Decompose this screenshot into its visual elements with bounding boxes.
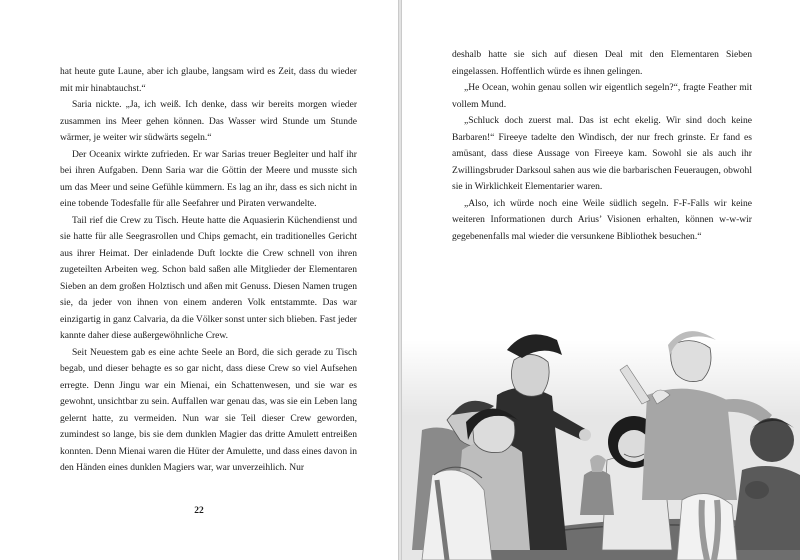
paragraph: Der Oceanix wirkte zufrieden. Er war Sarias treuer Begleiter und half ihr bei ihren Aufgaben. Denn Saria war die Göttin der Meere und musste sich um das Meer und seine Gefühle kümmern. Es lag an ihr, dass es sich nicht in eine tobende Todesfalle für alle Seefahrer und Piraten verwandelte.: [60, 148, 357, 209]
paragraph: „Schluck doch zuerst mal. Das ist echt ekelig. Wir sind doch keine Barbaren!“ Fireeye tadelte den Windisch, der nur frech grinste. Er fand es amüsant, dass diese Aussage von Fireeye kam. Sowohl sie als auch ihr Zwillingsbruder Darksoul sahen aus wie die barbarischen Feueraugen, obwohl sie in Wirklichkeit Elementarier waren.: [452, 115, 752, 192]
paragraph: Saria nickte. „Ja, ich weiß. Ich denke, dass wir bereits morgen wieder zusammen ins Meer gehen können. Das Wasser wird Stunde um Stunde wärmer, je weiter wir südwärts segeln.“: [60, 99, 357, 143]
paragraph: Seit Neuestem gab es eine achte Seele an Bord, die sich gerade zu Tisch begab, und dieser behagte es so gar nicht, dass diese Crew so viel Aufsehen erregte. Denn Jingu war ein Mienai, ein Schattenwesen, und sie war es gewohnt, unsichtbar zu sein. Auffallen war genau das, was sie ein Leben lang gelernt hatte, zu vermeiden. Nun war sie Teil dieser Crew geworden, zumindest so lange, bis sie dem dunklen Magier das dritte Amulett entreißen konnten. Denn Mienai waren die Hüter der Amulette, und dass eines davon in den Händen eines dunklen Magiers war, war unverzeihlich. Nur: [60, 346, 357, 473]
left-page: [0, 0, 398, 560]
right-page: [402, 0, 800, 560]
left-page-text: [60, 64, 357, 477]
crew-feast-illustration: [402, 300, 800, 560]
paragraph: deshalb hatte sie sich auf diesen Deal mit den Elementaren Sieben eingelassen. Hoffentlich würde es ihnen gelingen.: [452, 49, 752, 77]
paragraph: hat heute gute Laune, aber ich glaube, langsam wird es Zeit, dass du wieder mit mir hinabtauchst.“: [60, 66, 357, 94]
paragraph: „Also, ich würde noch eine Weile südlich segeln. F-F-Falls wir keine weiteren Informationen durch Arius’ Visionen erhalten, können w-w-wir gegebenenfalls mal wieder die versunkene Bibliothek besuchen.“: [452, 197, 752, 242]
character-braided-creature: [677, 494, 737, 560]
right-page-text: [452, 47, 752, 245]
paragraph: Tail rief die Crew zu Tisch. Heute hatte die Aquasierin Küchendienst und sie hatte für alle Seegrasrollen und Chips gemacht, ein traditionelles Gericht aus ihrer Heimat. Der einladende Duft lockte die Crew schnell von ihren zugeteilten Arbeiten weg. Schon bald saßen alle Mitglieder der Elementaren Sieben an dem großen Holztisch und aßen mit Genuss. Diesen Namen trugen sie, da jeder von ihnen von einem anderen Volk entstammte. Das war einzigartig in ganz Calvaria, da die Völker sonst unter sich blieben. Fast jeder kannte daher diese außergewöhnliche Crew.: [60, 214, 357, 341]
page-number: 22: [194, 506, 204, 516]
paragraph: „He Ocean, wohin genau sollen wir eigentlich segeln?“, fragte Feather mit vollem Mund.: [452, 82, 752, 110]
